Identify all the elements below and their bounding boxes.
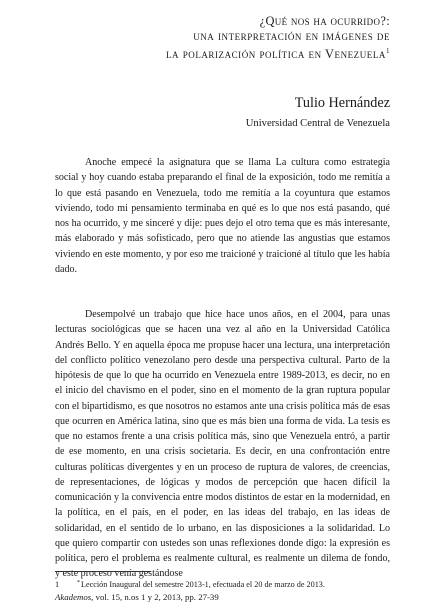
author-affiliation: Universidad Central de Venezuela: [245, 118, 390, 129]
journal-citation: [55, 591, 219, 603]
paragraph-text: Desempolvé un trabajo que hice hace unos años, en el 2004, para unas lecturas sociológicas que se hacen una vez al año en la Universidad Católica Andrés Bello. Y en aquella época me propuse hacer una lectura, una interpretación del conflicto político venezolano pero desde una perspectiva cultural. Parto de la hipótesis de que lo que ha ocurrido en Venezuela entre 1989-2013, es decir, no en el inicio del chavismo en el poder, sino en el momento de la gran ruptura popular con el bipartidismo, es que nosotros no estamos ante una crisis política más de esas que ocurren en América latina, sino que es más bien una forma de vida. La tesis es que no estamos frente a una crisis política más, sino que Venezuela entró, a partir de ese momento, en una crisis societaria. Es decir, en una confrontación entre culturas políticas divergentes y en un proceso de ruptura de valores, de creencias, de representaciones, de lógicas y modos de percepción que hacen difícil la comunicación y la convivencia entre modos distintos de estar en la modernidad, en la política, en el país, en el poder, en las ideas del trabajo, en las ideas de solidaridad, en el sentido de lo urbano, en las disposiciones a la solidaridad. Lo que quiero compartir con ustedes son unas reflexiones donde digo: la expresión es política, pero el problema es realmente cultural, es realmente un dilema de fondo, y este proceso venía gestándose: [55, 309, 390, 580]
title-line-3-text: la polarización política en Venezuela: [165, 47, 386, 61]
title-line-1: ¿Qué nos ha ocurrido?:: [259, 14, 390, 28]
body-paragraph-2: [55, 307, 390, 582]
journal-name: Akademos: [55, 592, 92, 602]
author-name: Tulio Hernández: [294, 95, 390, 111]
footnote-text: Lección Inaugural del semestre 2013-1, efectuada el 20 de marzo de 2013.: [81, 580, 325, 589]
body-paragraph-1: [55, 155, 390, 277]
title-line-3: [30, 44, 390, 62]
footnote-separator: [55, 571, 151, 572]
title-line-2: una interpretación en imágenes de: [193, 29, 390, 43]
footnote-number: 1: [55, 580, 60, 589]
footnote-marker: *: [77, 580, 80, 586]
footnote: [55, 578, 390, 590]
title-footnote-marker: 1: [385, 47, 390, 55]
journal-details: , vol. 15, n.os 1 y 2, 2013, pp. 27-39: [91, 592, 219, 602]
article-title: [30, 14, 390, 62]
paragraph-text: Anoche empecé la asignatura que se llama La cultura como estrategia social y hoy cuando estaba preparando el final de la exposición, todo me remitía a lo que está pasando en Venezuela, todo me remitía a la coyuntura que estamos viviendo, todo mi pensamiento terminaba en qué es lo que nos está pasando, qué nos ha ocurrido, y me sinceré y dije: pues dejo el otro tema que es más interesante, más elaborado y más sofisticado, pero que no atiende las angustias que estamos viviendo en este momento, y por eso me traicioné y traicioné al título que les había dado.: [55, 157, 390, 275]
